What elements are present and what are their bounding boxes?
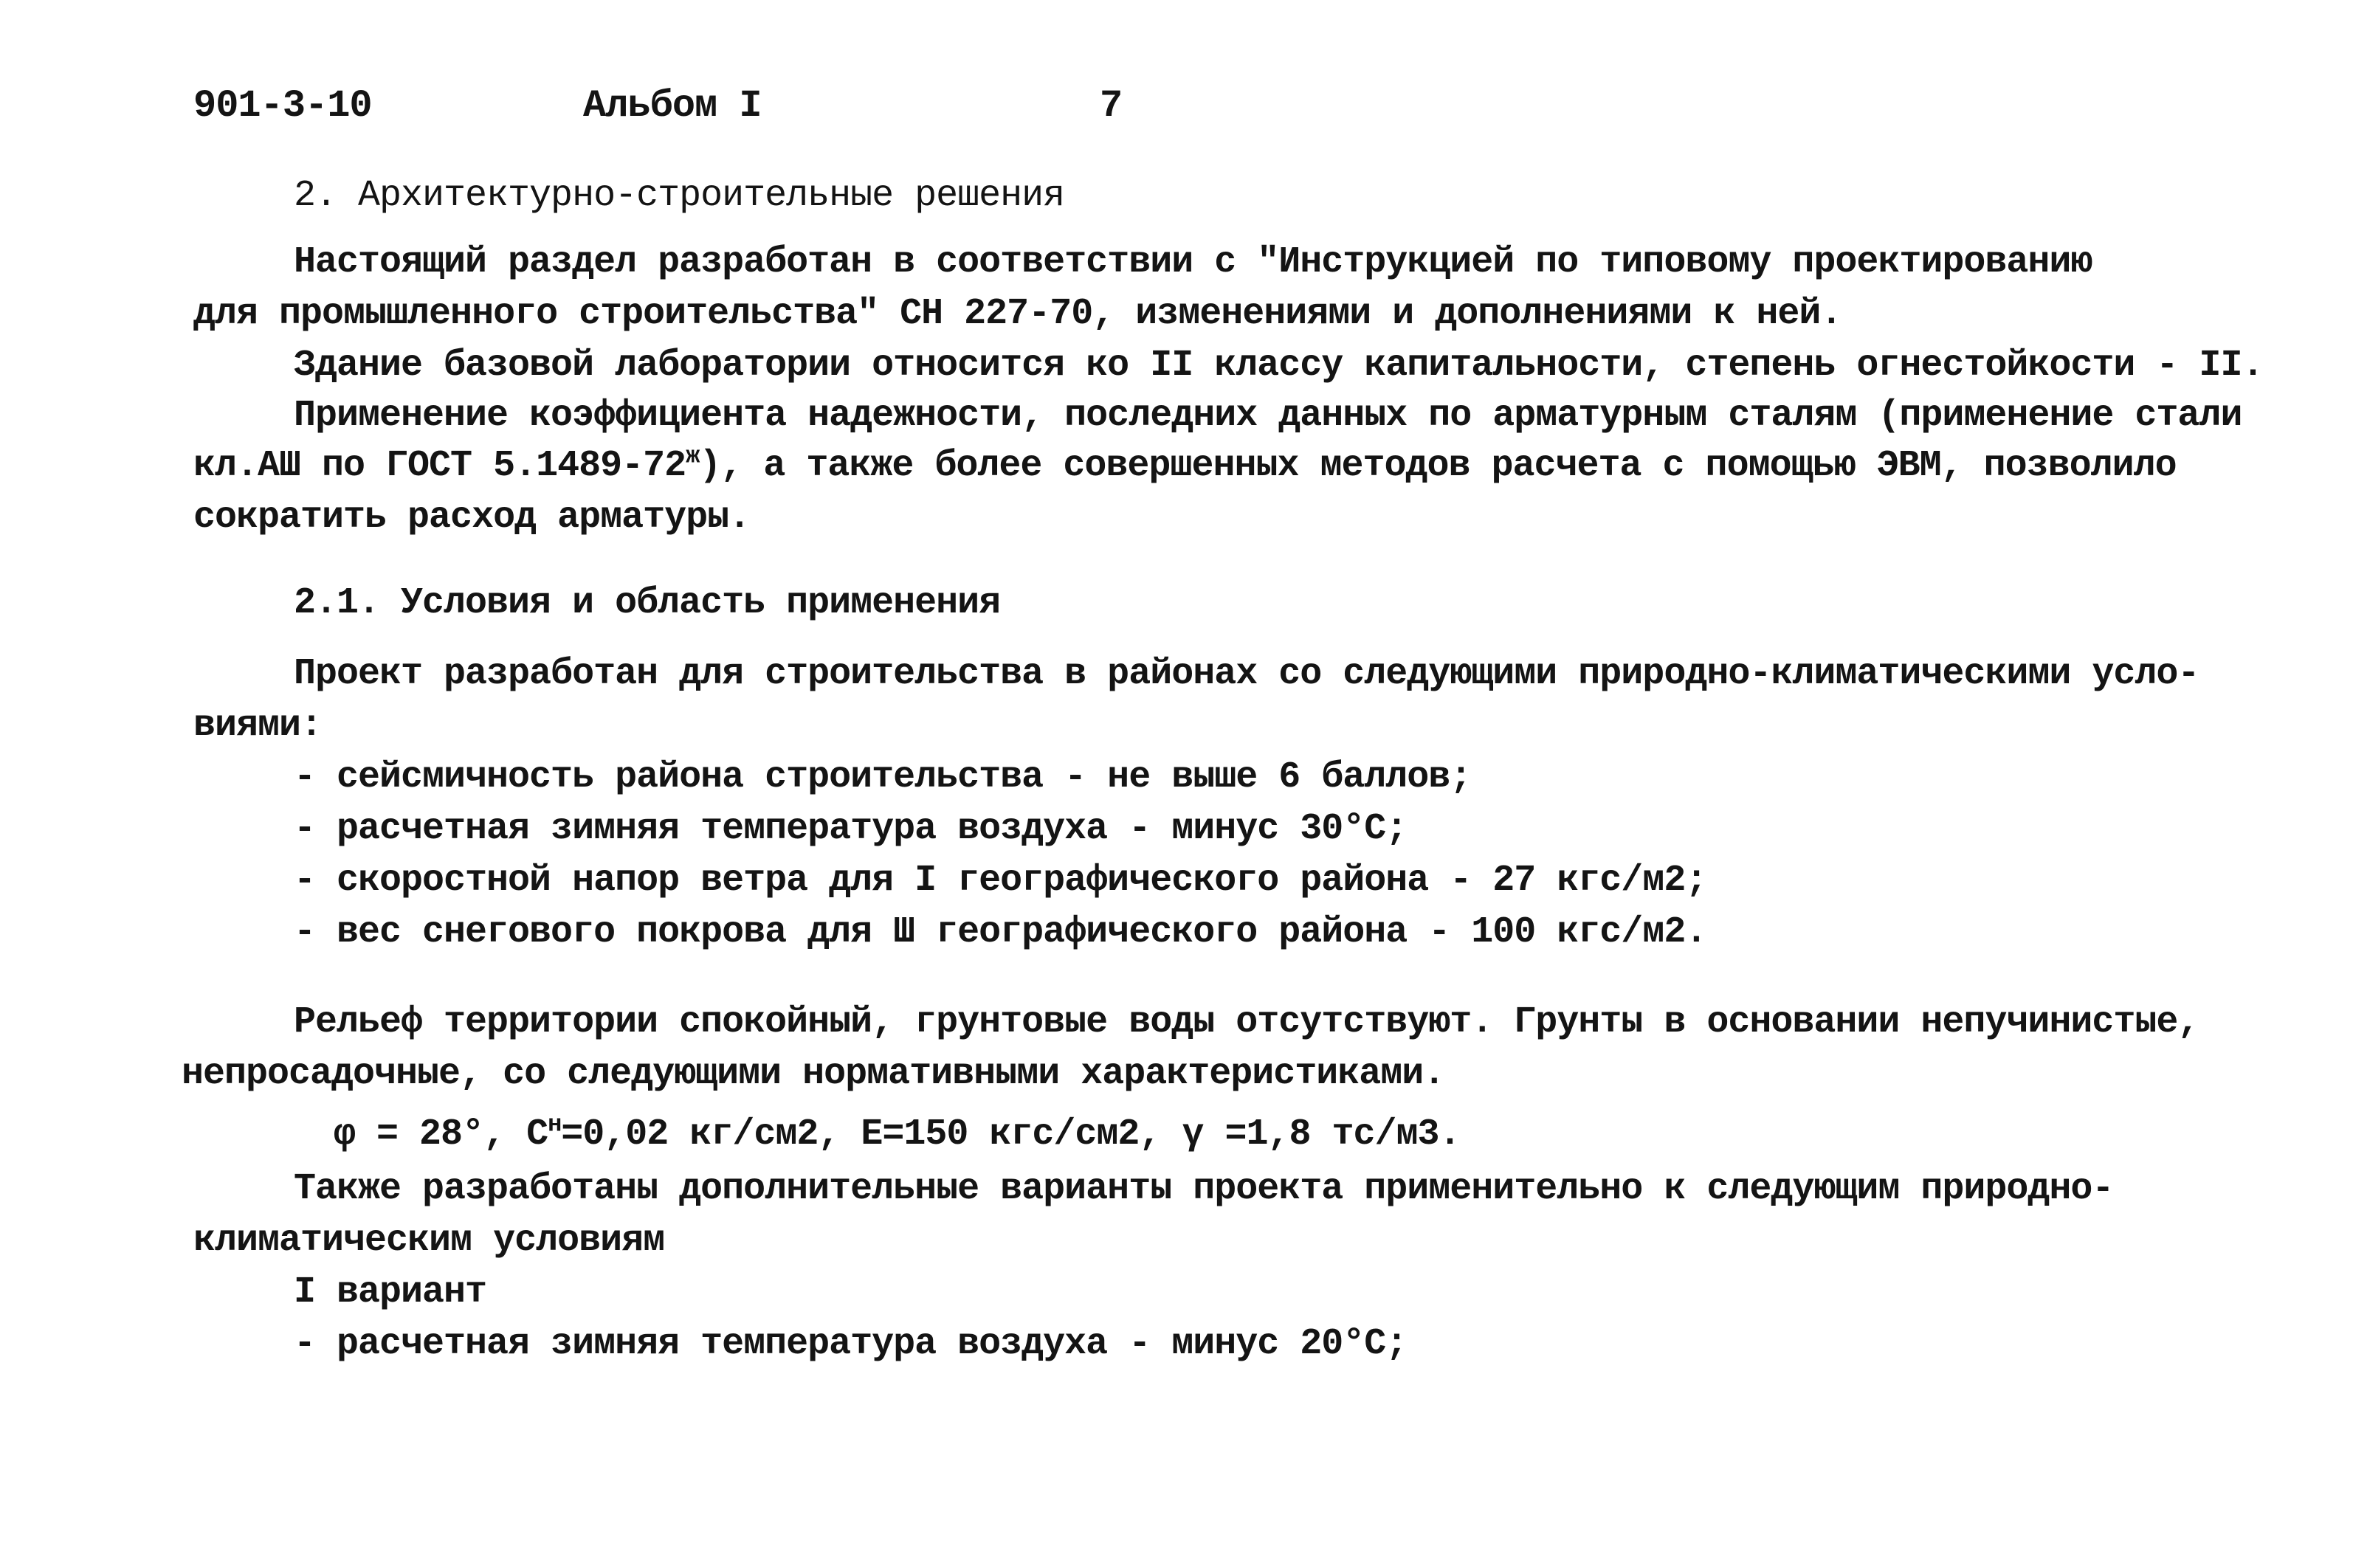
formula-c: C bbox=[526, 1113, 548, 1156]
list-item: - скоростной напор ветра для I географического района - 27 кгс/м2; bbox=[294, 860, 1707, 902]
paragraph-line: Настоящий раздел разработан в соответствии с "Инструкцией по типовому проектированию bbox=[294, 241, 2092, 283]
document-code: 901-3-10 bbox=[193, 84, 372, 128]
section-heading: 2.1. Условия и область применения bbox=[294, 582, 1001, 624]
page-number: 7 bbox=[1100, 84, 1123, 128]
paragraph-line: климатическим условиям bbox=[193, 1220, 665, 1262]
superscript: ж bbox=[686, 442, 700, 470]
paragraph-line: Здание базовой лаборатории относится ко II классу капитальности, степень огнестойкости - II. bbox=[294, 345, 2264, 387]
album-label: Альбом I bbox=[583, 84, 762, 128]
list-item: - расчетная зимняя температура воздуха - минус 30°C; bbox=[294, 808, 1408, 850]
formula-phi: φ = 28°, bbox=[334, 1113, 506, 1156]
list-item: - расчетная зимняя температура воздуха - минус 20°C; bbox=[294, 1323, 1408, 1365]
paragraph-text: кл.АШ по ГОСТ 5.1489-72 bbox=[193, 445, 686, 487]
paragraph-line: Применение коэффициента надежности, последних данных по арматурным сталям (применение стали bbox=[294, 395, 2242, 437]
paragraph-line: для промышленного строительства" СН 227-70, изменениями и дополнениями к ней. bbox=[193, 293, 1842, 335]
variant-label: I вариант bbox=[294, 1271, 487, 1313]
paragraph-line: Также разработаны дополнительные варианты проекта применительно к следующим природно- bbox=[294, 1168, 2114, 1210]
paragraph-line: сократить расход арматуры. bbox=[193, 497, 751, 539]
paragraph-line: непросадочные, со следующими нормативными характеристиками. bbox=[182, 1053, 1445, 1095]
superscript: н bbox=[548, 1111, 562, 1139]
list-item: - вес снегового покрова для Ш географического района - 100 кгс/м2. bbox=[294, 911, 1707, 953]
list-item: - сейсмичность района строительства - не выше 6 баллов; bbox=[294, 756, 1472, 798]
formula-line bbox=[334, 1113, 1461, 1157]
formula-gamma: γ =1,8 тс/м3. bbox=[1182, 1113, 1461, 1156]
paragraph-line: Проект разработан для строительства в районах со следующими природно-климатическими усло- bbox=[294, 653, 2199, 695]
paragraph-text: ), а также более совершенных методов расчета с помощью ЭВМ, позволило bbox=[699, 445, 2177, 487]
paragraph-line: виями: bbox=[193, 705, 323, 747]
formula-rest: =0,02 кг/см2, E=150 кгс/см2, bbox=[561, 1113, 1161, 1156]
paragraph-line bbox=[193, 444, 2177, 488]
section-heading: 2. Архитектурно-строительные решения bbox=[294, 175, 1065, 217]
paragraph-line: Рельеф территории спокойный, грунтовые воды отсутствуют. Грунты в основании непучинистые, bbox=[294, 1001, 2199, 1043]
